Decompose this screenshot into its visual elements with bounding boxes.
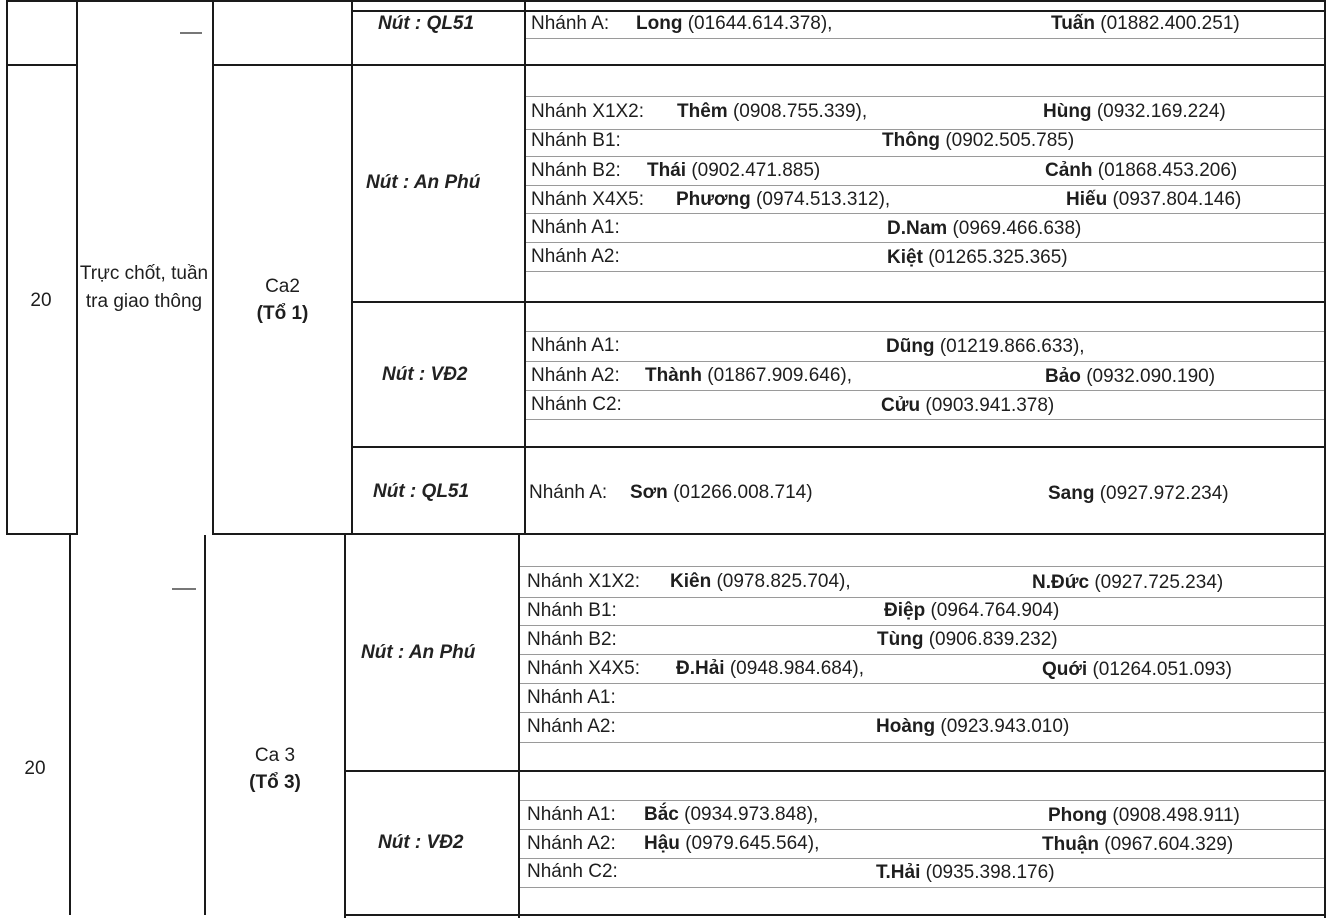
grid-line [69, 535, 71, 915]
grid-line [6, 64, 78, 66]
grid-subline [526, 96, 1324, 97]
stt-cell: 20 [24, 758, 46, 779]
person-2 [887, 218, 1081, 240]
grid-subline [526, 331, 1324, 332]
branch-label: Nhánh B1: [531, 130, 621, 151]
branch-label: Nhánh B1: [527, 600, 617, 621]
person-name: Sang [1048, 483, 1095, 504]
person-1 [644, 833, 819, 855]
branch-label: Nhánh X4X5: [527, 658, 641, 679]
grid-subline [520, 887, 1324, 888]
person-name: Thành [645, 365, 702, 386]
grid-line [518, 535, 520, 918]
person-2 [1048, 483, 1229, 505]
phone-number: (01219.866.633), [939, 336, 1085, 357]
person-1 [647, 160, 820, 182]
grid-subline [526, 419, 1324, 420]
person-2 [1045, 366, 1215, 388]
branch-label: Nhánh A2: [527, 833, 616, 854]
grid-line [204, 535, 206, 915]
person-2 [881, 395, 1054, 417]
team-label: (Tổ 3) [249, 772, 301, 793]
grid-subline [526, 156, 1324, 157]
scan-mark [172, 588, 196, 590]
grid-subline [526, 271, 1324, 272]
person-2 [1032, 572, 1223, 594]
person-name: Tùng [877, 629, 924, 650]
grid-subline [520, 566, 1324, 567]
person-1 [636, 13, 832, 35]
phone-number: (01882.400.251) [1100, 13, 1240, 34]
node-label: Nút : VĐ2 [382, 364, 468, 385]
grid-subline [520, 712, 1324, 713]
branch-label: Nhánh A2: [531, 246, 620, 267]
person-name: Phong [1048, 805, 1108, 826]
grid-subline [520, 800, 1324, 801]
phone-number: (0937.804.146) [1112, 189, 1242, 210]
person-2 [1042, 834, 1233, 856]
grid-line [212, 64, 1326, 66]
grid-line [351, 301, 1326, 303]
person-name: Hậu [644, 833, 680, 854]
person-name: Thêm [677, 101, 728, 122]
grid-subline [526, 213, 1324, 214]
phone-number: (0923.943.010) [940, 716, 1070, 737]
branch-label: Nhánh X4X5: [531, 189, 645, 210]
phone-number: (0967.604.329) [1104, 834, 1234, 855]
person-name: Đ.Hải [676, 658, 725, 679]
shift-label: Ca2 [265, 276, 300, 297]
grid-line [344, 914, 1326, 916]
grid-subline [526, 242, 1324, 243]
branch-label: Nhánh A: [529, 482, 608, 503]
phone-number: (01264.051.093) [1092, 659, 1232, 680]
phone-number: (0964.764.904) [930, 600, 1060, 621]
person-1 [670, 571, 851, 593]
person-1 [676, 658, 864, 680]
phone-number: (0934.973.848), [684, 804, 819, 825]
person-name: Bắc [644, 804, 679, 825]
branch-label: Nhánh A1: [527, 804, 616, 825]
phone-number: (0932.169.224) [1096, 101, 1226, 122]
person-name: Hùng [1043, 101, 1092, 122]
branch-label: Nhánh A1: [527, 687, 616, 708]
grid-line [351, 446, 1326, 448]
person-name: Thông [882, 130, 941, 151]
person-name: Phương [676, 189, 751, 210]
grid-subline [520, 625, 1324, 626]
person-name: Hoàng [876, 716, 936, 737]
grid-subline [526, 361, 1324, 362]
person-2 [1045, 160, 1237, 182]
phone-number: (0978.825.704), [716, 571, 851, 592]
person-2 [882, 130, 1074, 152]
phone-number: (0902.471.885) [691, 160, 821, 181]
phone-number: (0902.505.785) [945, 130, 1075, 151]
phone-number: (0935.398.176) [925, 862, 1055, 883]
grid-subline [526, 390, 1324, 391]
grid-line [6, 0, 1326, 2]
grid-line [6, 533, 78, 535]
node-label: Nút : QL51 [373, 481, 470, 502]
person-name: Thuận [1042, 834, 1099, 855]
person-name: Hiếu [1066, 189, 1108, 210]
person-2 [1051, 13, 1240, 35]
person-1 [645, 365, 852, 387]
phone-number: (01868.453.206) [1097, 160, 1238, 181]
branch-label: Nhánh A: [531, 13, 610, 34]
person-name: Dũng [886, 336, 935, 357]
branch-label: Nhánh A1: [531, 217, 620, 238]
person-1 [630, 482, 813, 504]
branch-label: Nhánh X1X2: [527, 571, 641, 592]
branch-label: Nhánh A2: [527, 716, 616, 737]
person-2 [876, 716, 1069, 738]
phone-number: (0927.972.234) [1099, 483, 1229, 504]
person-name: Kiệt [887, 247, 923, 268]
person-1 [676, 189, 890, 211]
person-2 [1048, 805, 1240, 827]
person-1 [677, 101, 867, 123]
person-name: Quới [1042, 659, 1088, 680]
branch-label: Nhánh B2: [531, 160, 621, 181]
person-2 [887, 247, 1068, 269]
grid-line [1324, 0, 1326, 918]
stt-cell: 20 [30, 290, 52, 311]
grid-subline [520, 683, 1324, 684]
phone-number: (01265.325.365) [928, 247, 1068, 268]
person-name: Kiên [670, 571, 712, 592]
phone-number: (0948.984.684), [729, 658, 865, 679]
phone-number: (01266.008.714) [673, 482, 813, 503]
grid-line [212, 0, 214, 535]
person-name: N.Đức [1032, 572, 1090, 593]
person-2 [1043, 101, 1226, 123]
phone-number: (0908.755.339), [732, 101, 868, 122]
person-name: Thái [647, 160, 687, 181]
person-2 [877, 629, 1058, 651]
phone-number: (0979.645.564), [685, 833, 820, 854]
person-name: Điệp [884, 600, 926, 621]
phone-number: (01644.614.378), [687, 13, 833, 34]
node-label: Nút : An Phú [361, 642, 476, 663]
phone-number: (0908.498.911) [1112, 805, 1240, 826]
person-name: D.Nam [887, 218, 948, 239]
grid-subline [520, 858, 1324, 859]
team-label: (Tổ 1) [256, 303, 309, 324]
person-2 [886, 336, 1085, 358]
person-name: Cửu [881, 395, 921, 416]
phone-number: (0903.941.378) [925, 395, 1055, 416]
grid-subline [526, 38, 1324, 39]
person-1 [644, 804, 818, 826]
shift-label: Ca 3 [254, 745, 296, 766]
phone-number: (0906.839.232) [928, 629, 1058, 650]
grid-line [351, 10, 1326, 12]
phone-number: (0932.090.190) [1086, 366, 1216, 387]
person-name: Long [636, 13, 683, 34]
grid-subline [526, 185, 1324, 186]
person-name: Cảnh [1045, 160, 1093, 181]
person-2 [1042, 659, 1232, 681]
grid-line [351, 0, 353, 535]
node-label: Nút : An Phú [366, 172, 481, 193]
phone-number: (0969.466.638) [952, 218, 1082, 239]
grid-line [344, 770, 1326, 772]
person-2 [884, 600, 1059, 622]
branch-label: Nhánh X1X2: [531, 101, 645, 122]
branch-label: Nhánh B2: [527, 629, 617, 650]
node-label: Nút : QL51 [378, 13, 475, 34]
grid-line [524, 0, 526, 535]
grid-subline [520, 829, 1324, 830]
node-label: Nút : VĐ2 [378, 832, 464, 853]
branch-label: Nhánh A2: [531, 365, 620, 386]
scan-mark [180, 32, 202, 34]
phone-number: (01867.909.646), [707, 365, 853, 386]
person-2 [876, 862, 1055, 884]
grid-subline [520, 654, 1324, 655]
person-name: Sơn [630, 482, 668, 503]
grid-line [344, 535, 346, 918]
branch-label: Nhánh C2: [527, 861, 618, 882]
grid-line [212, 533, 1326, 535]
person-name: Tuấn [1051, 13, 1095, 34]
branch-label: Nhánh A1: [531, 335, 620, 356]
grid-subline [520, 597, 1324, 598]
branch-label: Nhánh C2: [531, 394, 622, 415]
phone-number: (0974.513.312), [756, 189, 891, 210]
person-name: T.Hải [876, 862, 921, 883]
task-cell: Trực chốt, tuần tra giao thông [79, 263, 209, 312]
grid-subline [520, 742, 1324, 743]
phone-number: (0927.725.234) [1094, 572, 1224, 593]
person-name: Bảo [1045, 366, 1081, 387]
person-2 [1066, 189, 1241, 211]
grid-line [6, 0, 8, 535]
